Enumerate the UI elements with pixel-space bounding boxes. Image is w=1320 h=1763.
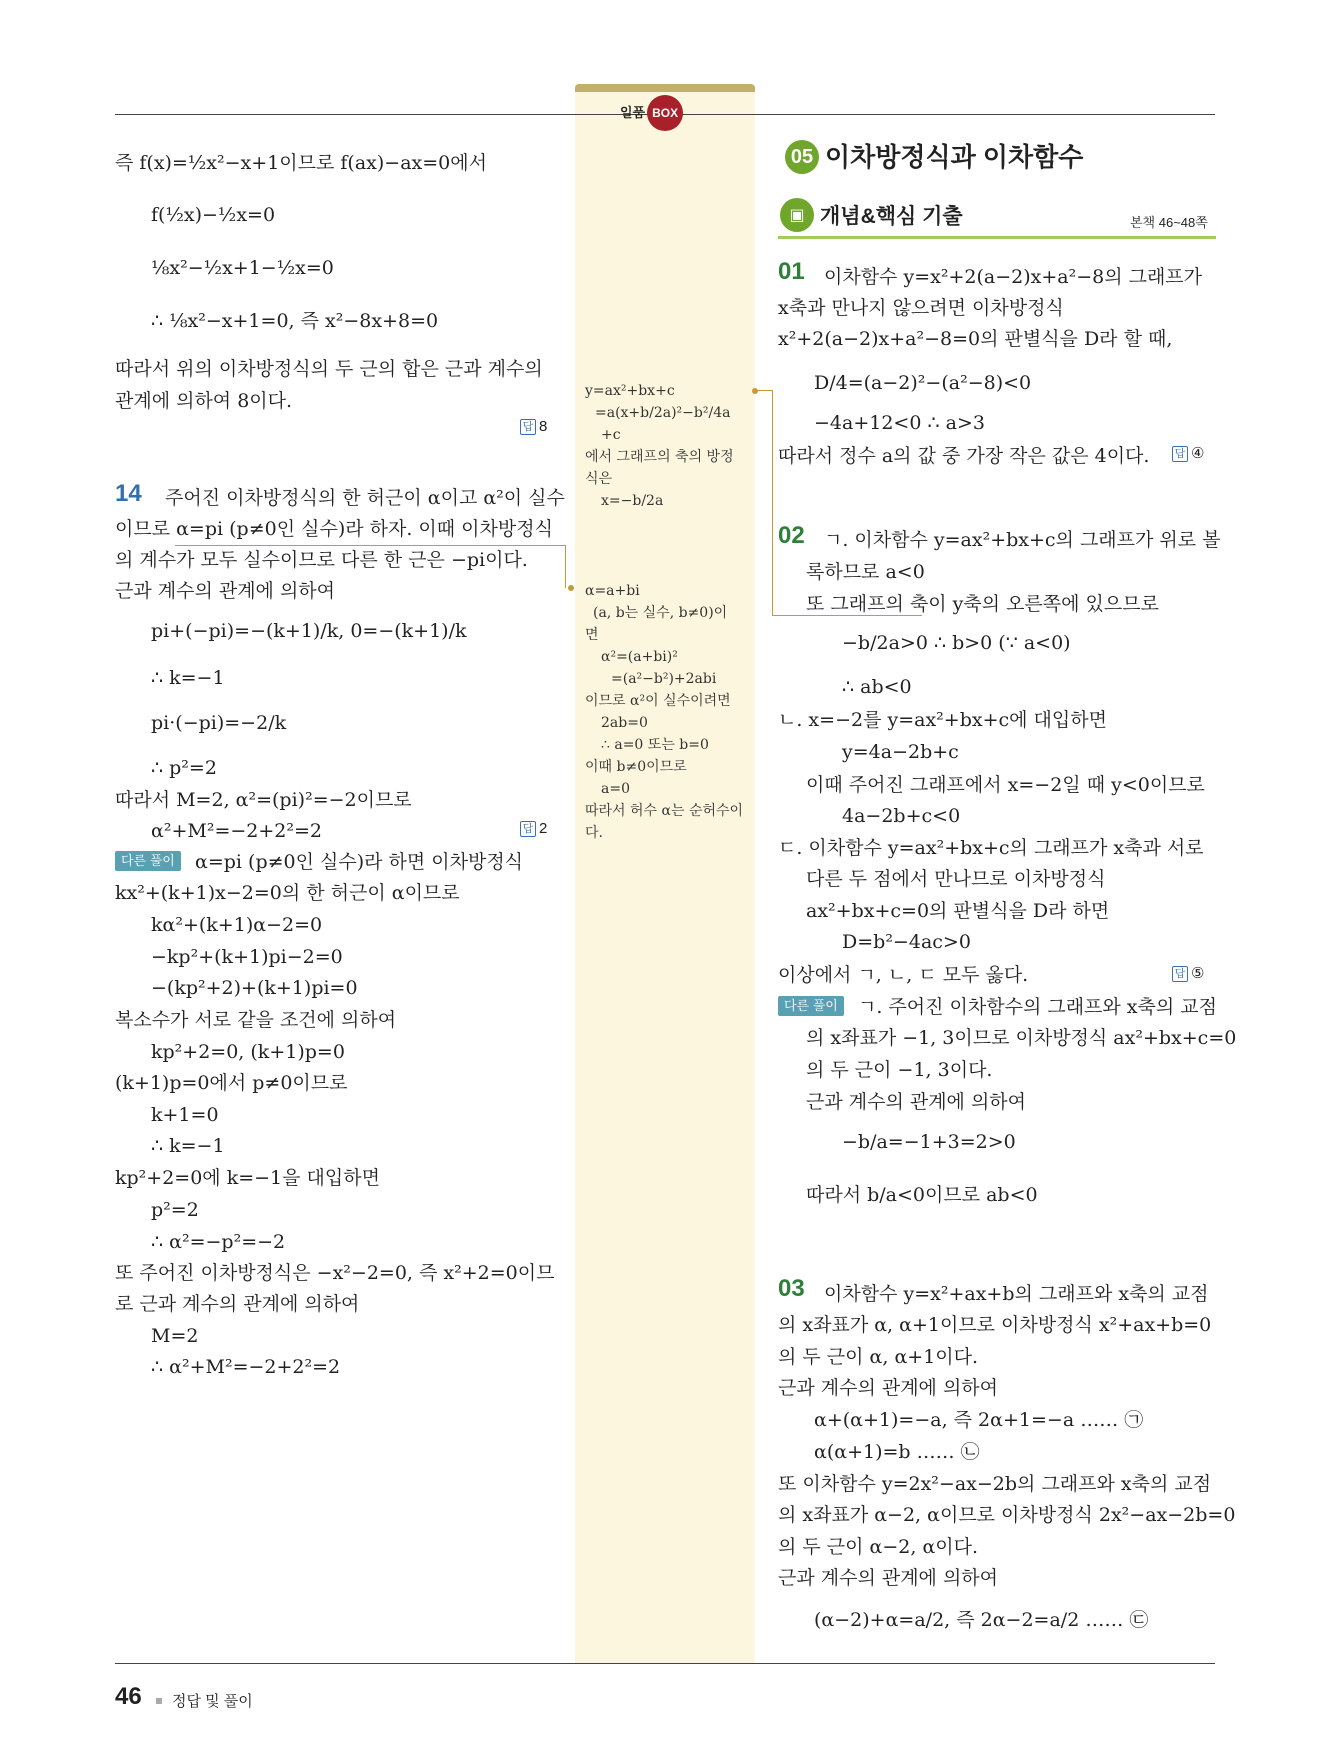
connector-line bbox=[755, 390, 773, 391]
text-line: y=4a−2b+c bbox=[842, 741, 959, 763]
note-line: y=ax²+bx+c bbox=[585, 383, 675, 399]
note-line: =a(x+b/2a)²−b²/4a bbox=[595, 405, 731, 421]
text-line: 의 계수가 모두 실수이므로 다른 한 근은 −pi이다. bbox=[115, 549, 528, 571]
answer-value: 2 bbox=[539, 820, 548, 837]
answer-value: ④ bbox=[1191, 445, 1205, 462]
alternative-solution-badge: 다른 풀이 bbox=[778, 996, 844, 1016]
answer-mark bbox=[520, 418, 547, 435]
text-line: ∴ p²=2 bbox=[151, 757, 217, 779]
note-line: 따라서 허수 α는 순허수이 bbox=[585, 803, 744, 819]
note-line: x=−b/2a bbox=[601, 493, 664, 509]
text-line: 이차함수 y=x²+ax+b의 그래프와 x축의 교점 bbox=[824, 1283, 1209, 1305]
text-line: 로 근과 계수의 관계에 의하여 bbox=[115, 1293, 360, 1315]
answer-mark bbox=[520, 820, 547, 837]
text-line: α²+M²=−2+2²=2 bbox=[151, 820, 322, 842]
problem-number: 02 bbox=[778, 522, 805, 549]
answer-icon: 답 bbox=[1172, 966, 1188, 982]
text-line: ∴ ab<0 bbox=[842, 676, 912, 698]
text-line: 따라서 위의 이차방정식의 두 근의 합은 근과 계수의 bbox=[115, 358, 543, 380]
note-line: 2ab=0 bbox=[601, 715, 648, 731]
text-line: 따라서 M=2, α²=(pi)²=−2이므로 bbox=[115, 789, 412, 811]
text-line: k+1=0 bbox=[151, 1104, 219, 1126]
text-line: 다른 두 점에서 만나므로 이차방정식 bbox=[806, 868, 1106, 890]
text-line: 이므로 α=pi (p≠0인 실수)라 하자. 이때 이차방정식 bbox=[115, 518, 553, 540]
sidebar-notes-band bbox=[575, 86, 755, 1663]
text-line: 이차함수 y=x²+2(a−2)x+a²−8의 그래프가 bbox=[824, 266, 1203, 288]
text-line: 즉 f(x)=½x²−x+1이므로 f(ax)−ax=0에서 bbox=[115, 152, 487, 174]
text-line: 또 그래프의 축이 y축의 오른쪽에 있으므로 bbox=[806, 593, 1159, 615]
text-line: ax²+bx+c=0의 판별식을 D라 하면 bbox=[806, 900, 1110, 922]
text-line: 의 두 근이 α−2, α이다. bbox=[778, 1536, 979, 1558]
text-line: ∴ α²=−p²=−2 bbox=[151, 1231, 286, 1253]
text-line: 4a−2b+c<0 bbox=[842, 805, 961, 827]
note-line: =(a²−b²)+2abi bbox=[611, 671, 717, 687]
text-line: kp²+2=0에 k=−1을 대입하면 bbox=[115, 1167, 380, 1189]
text-line: 이상에서 ㄱ, ㄴ, ㄷ 모두 옳다. bbox=[778, 964, 1029, 986]
footer-separator bbox=[156, 1698, 162, 1704]
text-line: pi+(−pi)=−(k+1)/k, 0=−(k+1)/k bbox=[151, 620, 467, 642]
text-line: −4a+12<0 ∴ a>3 bbox=[814, 412, 985, 434]
text-line: (k+1)p=0에서 p≠0이므로 bbox=[115, 1072, 348, 1094]
text-line: 록하므로 a<0 bbox=[806, 561, 925, 583]
text-line: pi·(−pi)=−2/k bbox=[151, 712, 287, 734]
box-badge: BOX bbox=[647, 95, 683, 131]
bottom-rule bbox=[115, 1663, 1215, 1664]
connector-line bbox=[772, 390, 773, 615]
problem-number: 03 bbox=[778, 1275, 805, 1302]
page-number: 46 bbox=[115, 1683, 142, 1710]
text-line: ∴ ⅛x²−x+1=0, 즉 x²−8x+8=0 bbox=[151, 310, 439, 332]
text-line: ㄱ. 주어진 이차함수의 그래프와 x축의 교점 bbox=[858, 996, 1217, 1018]
text-line: 주어진 이차방정식의 한 허근이 α이고 α²이 실수 bbox=[165, 487, 565, 509]
note-line: α=a+bi bbox=[585, 583, 640, 599]
text-line: α+(α+1)=−a, 즉 2α+1=−a …… ㉠ bbox=[814, 1409, 1144, 1431]
text-line: 의 x좌표가 α−2, α이므로 이차방정식 2x²−ax−2b=0 bbox=[778, 1504, 1236, 1526]
text-line: ㄱ. 이차함수 y=ax²+bx+c의 그래프가 위로 볼 bbox=[824, 529, 1221, 551]
text-line: 관계에 의하여 8이다. bbox=[115, 390, 293, 412]
text-line: 복소수가 서로 같을 조건에 의하여 bbox=[115, 1009, 397, 1031]
text-line: p²=2 bbox=[151, 1199, 199, 1221]
text-line: 의 x좌표가 −1, 3이므로 이차방정식 ax²+bx+c=0 bbox=[806, 1027, 1237, 1049]
note-line: 에서 그래프의 축의 방정 bbox=[585, 449, 734, 465]
text-line: ⅛x²−½x+1−½x=0 bbox=[151, 257, 334, 279]
text-line: x²+2(a−2)x+a²−8=0의 판별식을 D라 할 때, bbox=[778, 328, 1173, 350]
text-line: ∴ α²+M²=−2+2²=2 bbox=[151, 1356, 341, 1378]
box-label: 일품 BOX bbox=[620, 95, 683, 131]
note-line: 이때 b≠0이므로 bbox=[585, 759, 687, 775]
text-line: (α−2)+α=a/2, 즉 2α−2=a/2 …… ㉢ bbox=[814, 1609, 1149, 1631]
answer-mark bbox=[1172, 964, 1204, 982]
note-line: ∴ a=0 또는 b=0 bbox=[601, 737, 709, 753]
text-line: kα²+(k+1)α−2=0 bbox=[151, 914, 323, 936]
note-line: +c bbox=[601, 427, 621, 443]
note-line: 면 bbox=[585, 627, 599, 643]
text-line: 또 이차함수 y=2x²−ax−2b의 그래프와 x축의 교점 bbox=[778, 1473, 1212, 1495]
text-line: ㄴ. x=−2를 y=ax²+bx+c에 대입하면 bbox=[778, 709, 1107, 731]
text-line: kx²+(k+1)x−2=0의 한 허근이 α이므로 bbox=[115, 882, 460, 904]
text-line: 근과 계수의 관계에 의하여 bbox=[115, 580, 336, 602]
answer-icon: 답 bbox=[1172, 446, 1188, 462]
text-line: α(α+1)=b …… ㉡ bbox=[814, 1441, 980, 1463]
text-line: f(½x)−½x=0 bbox=[151, 204, 276, 226]
connector-dot bbox=[568, 585, 574, 591]
answer-value: ⑤ bbox=[1191, 965, 1205, 982]
text-line: ∴ k=−1 bbox=[151, 667, 225, 689]
connector-dot bbox=[752, 388, 758, 394]
subheading-title: 개념&핵심 기출 bbox=[820, 205, 963, 228]
text-line: −b/2a>0 ∴ b>0 (∵ a<0) bbox=[842, 632, 1071, 654]
text-line: D=b²−4ac>0 bbox=[842, 931, 971, 953]
note-line: a=0 bbox=[601, 781, 630, 797]
problem-number: 14 bbox=[115, 480, 142, 507]
text-line: ㄷ. 이차함수 y=ax²+bx+c의 그래프가 x축과 서로 bbox=[778, 837, 1204, 859]
answer-icon: 답 bbox=[520, 821, 536, 837]
answer-icon: 답 bbox=[520, 419, 536, 435]
text-line: 따라서 b/a<0이므로 ab<0 bbox=[806, 1184, 1038, 1206]
sidebar-note-axis bbox=[585, 380, 750, 512]
text-line: 따라서 정수 a의 값 중 가장 작은 값은 4이다. bbox=[778, 445, 1150, 467]
text-line: 의 x좌표가 α, α+1이므로 이차방정식 x²+ax+b=0 bbox=[778, 1314, 1212, 1336]
section-title: 이차방정식과 이차함수 bbox=[825, 142, 1084, 172]
note-line: (a, b는 실수, b≠0)이 bbox=[593, 605, 728, 621]
text-line: M=2 bbox=[151, 1325, 199, 1347]
section-number: 05 bbox=[785, 140, 819, 174]
sidebar-band-cap bbox=[575, 84, 755, 92]
text-line: −(kp²+2)+(k+1)pi=0 bbox=[151, 977, 358, 999]
text-line: x축과 만나지 않으려면 이차방정식 bbox=[778, 297, 1064, 319]
problem-number: 01 bbox=[778, 258, 805, 285]
text-line: kp²+2=0, (k+1)p=0 bbox=[151, 1041, 345, 1063]
text-line: 근과 계수의 관계에 의하여 bbox=[778, 1567, 999, 1589]
note-line: 이므로 α²이 실수이려면 bbox=[585, 693, 731, 709]
answer-mark bbox=[1172, 444, 1204, 462]
connector-line bbox=[565, 545, 566, 588]
note-line: 다. bbox=[585, 825, 603, 841]
textbook-reference: 본책 46~48쪽 bbox=[1130, 215, 1208, 230]
text-line: α=pi (p≠0인 실수)라 하면 이차방정식 bbox=[195, 851, 524, 873]
alternative-solution-badge: 다른 풀이 bbox=[115, 851, 181, 871]
text-line: 이때 주어진 그래프에서 x=−2일 때 y<0이므로 bbox=[806, 774, 1205, 796]
answer-value: 8 bbox=[539, 418, 548, 435]
text-line: 또 주어진 이차방정식은 −x²−2=0, 즉 x²+2=0이므 bbox=[115, 1262, 555, 1284]
text-line: 근과 계수의 관계에 의하여 bbox=[778, 1377, 999, 1399]
footer-label: 정답 및 풀이 bbox=[172, 1693, 253, 1710]
text-line: ∴ k=−1 bbox=[151, 1135, 225, 1157]
text-line: 의 두 근이 −1, 3이다. bbox=[806, 1059, 993, 1081]
note-line: α²=(a+bi)² bbox=[601, 649, 678, 665]
text-line: 의 두 근이 α, α+1이다. bbox=[778, 1346, 979, 1368]
text-line: −kp²+(k+1)pi−2=0 bbox=[151, 946, 343, 968]
text-line: 근과 계수의 관계에 의하여 bbox=[806, 1091, 1027, 1113]
text-line: −b/a=−1+3=2>0 bbox=[842, 1131, 1016, 1153]
text-line: D/4=(a−2)²−(a²−8)<0 bbox=[814, 372, 1032, 394]
note-line: 식은 bbox=[585, 471, 613, 487]
school-icon: ▣ bbox=[780, 198, 814, 232]
sidebar-note-pure-imaginary bbox=[585, 580, 750, 844]
